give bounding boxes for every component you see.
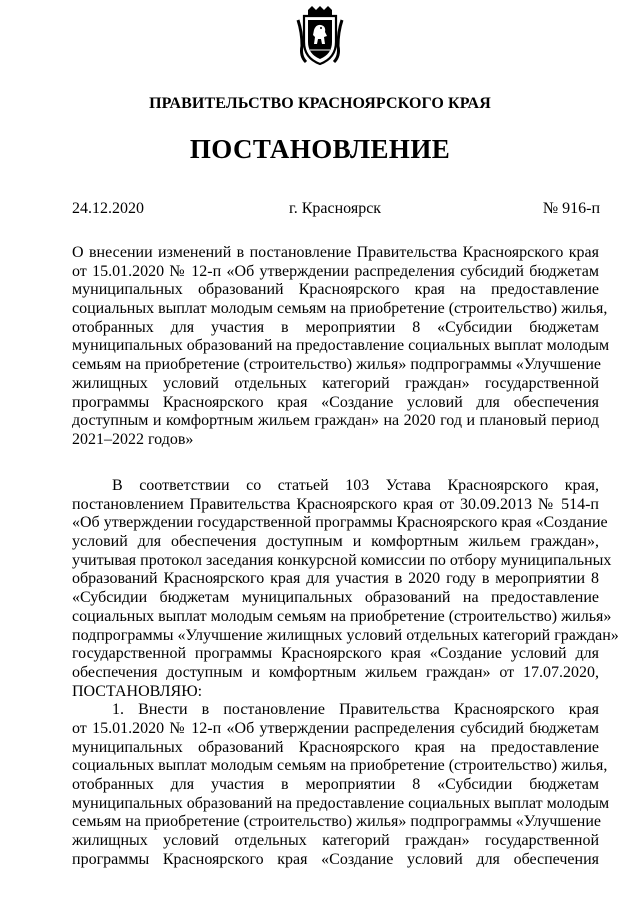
subject-line: муниципальных образований на предоставление социальных выплат молодым	[72, 337, 610, 355]
body-line: социальных выплат молодым семьям на приобретение (строительство) жилья,	[72, 757, 608, 775]
subject-line: 2021–2022 годов»	[72, 430, 194, 448]
body-line: постановлением Правительства Красноярского края от 30.09.2013 № 514-п	[72, 495, 599, 513]
subject-line: доступным и комфортным жильем граждан» на 2020 год и плановый период	[72, 412, 599, 430]
document-title: ПОСТАНОВЛЕНИЕ	[189, 134, 451, 164]
body-line-resolve: ПОСТАНОВЛЯЮ:	[72, 682, 203, 700]
subject-line: муниципальных образований Красноярского края на предоставление	[72, 281, 599, 299]
coat-of-arms-icon	[296, 6, 344, 66]
subject-line: семьям на приобретение (строительство) жилья» подпрограммы «Улучшение	[72, 356, 602, 374]
subject-line: отобранных для участия в мероприятии 8 «Субсидии бюджетам	[72, 318, 599, 336]
document-subject	[72, 244, 610, 450]
body-line: от 15.01.2020 № 12-п «Об утверждении распределения субсидий бюджетам	[72, 719, 599, 737]
body-line: программы Красноярского края «Создание условий для обеспечения	[72, 850, 599, 868]
subject-line: от 15.01.2020 № 12-п «Об утверждении распределения субсидий бюджетам	[72, 262, 599, 280]
body-line: социальных выплат молодым семьям на приобретение (строительство) жилья»	[72, 607, 612, 625]
body-line: муниципальных образований на предоставление социальных выплат молодым	[72, 794, 610, 812]
body-line: семьям на приобретение (строительство) жилья» подпрограммы «Улучшение	[72, 813, 602, 831]
body-line: подпрограммы «Улучшение жилищных условий отдельных категорий граждан»	[72, 626, 619, 644]
body-line: отобранных для участия в мероприятии 8 «Субсидии бюджетам	[72, 776, 599, 793]
government-name: ПРАВИТЕЛЬСТВО КРАСНОЯРСКОГО КРАЯ	[149, 95, 491, 112]
subject-line: О внесении изменений в постановление Правительства Красноярского края	[72, 244, 599, 261]
subject-line: социальных выплат молодым семьям на приобретение (строительство) жилья,	[72, 300, 608, 318]
body-line: обеспечения доступным и комфортным жильем граждан» от 17.07.2020,	[72, 663, 599, 681]
body-line: «Об утверждении государственной программы Красноярского края «Создание	[72, 514, 608, 532]
subject-line: жилищных условий отдельных категорий граждан» государственной	[72, 374, 599, 392]
body-line: В соответствии со статьей 103 Устава Красноярского края,	[112, 477, 599, 494]
subject-line: программы Красноярского края «Создание условий для обеспечения	[72, 393, 599, 411]
body-line: «Субсидии бюджетам муниципальных образований на предоставление	[72, 589, 599, 607]
document-body	[72, 477, 619, 869]
body-line: государственной программы Красноярского края «Создание условий для	[72, 645, 599, 663]
body-line: учитывая протокол заседания конкурсной комиссии по отбору муниципальных	[72, 551, 612, 569]
body-line: муниципальных образований Красноярского края на предоставление	[72, 738, 599, 756]
document-date: 24.12.2020	[72, 200, 144, 217]
body-line: условий для обеспечения доступным и комфортным жильем граждан»,	[72, 533, 599, 551]
body-line: жилищных условий отдельных категорий граждан» государственной	[72, 832, 599, 850]
document-number: № 916-п	[542, 200, 600, 217]
body-line: образований Красноярского края для участия в 2020 году в мероприятии 8	[72, 570, 599, 588]
document-city: г. Красноярск	[288, 200, 382, 217]
body-line: 1. Внести в постановление Правительства Красноярского края	[112, 701, 599, 719]
